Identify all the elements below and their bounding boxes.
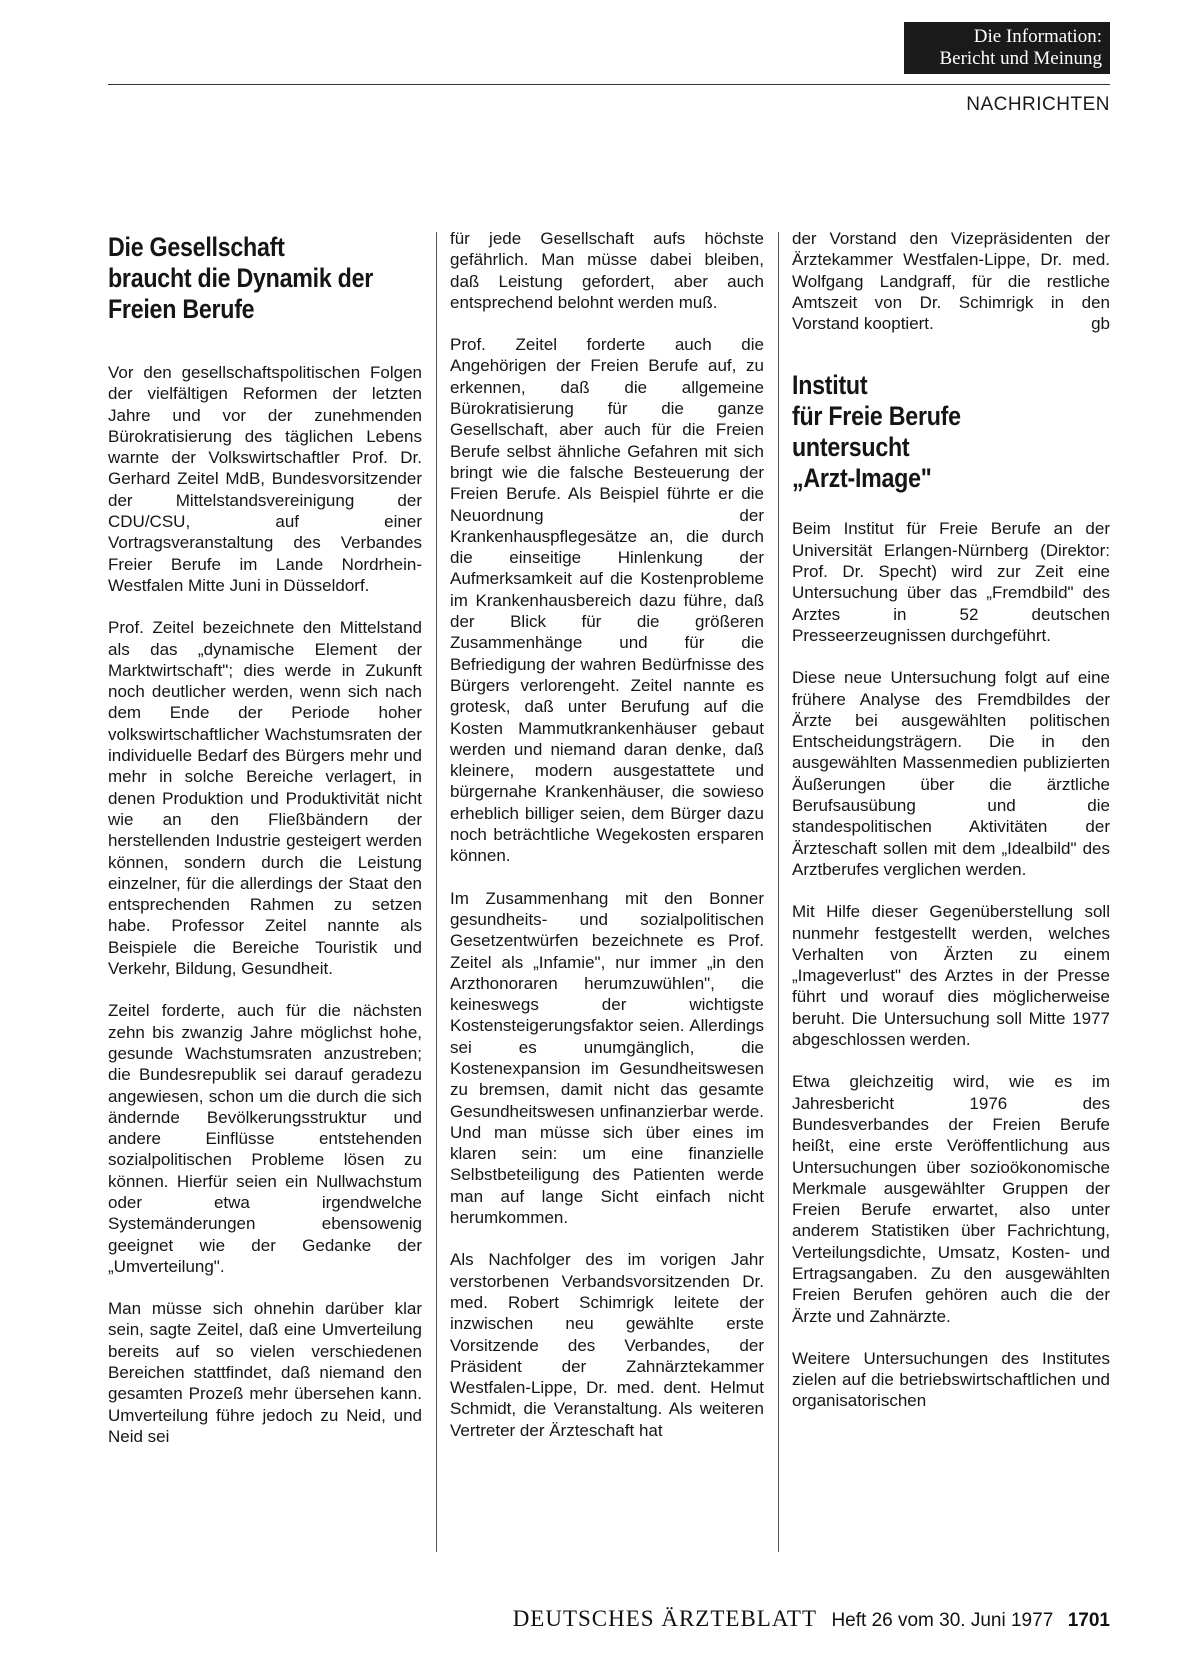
article-1-closing-text: der Vorstand den Vizepräsidenten der Ärztekammer Westfalen-Lippe, Dr. med. Wolfgang Landgraff, für die restliche Amtszeit von Dr. Schimrigk in den Vorstand kooptiert. [792,229,1110,334]
paragraph: Man müsse sich ohnehin darüber klar sein, sagte Zeitel, daß eine Umverteilung bereits auf so vielen verschiedenen Bereichen stattfindet, daß niemand den gesamten Prozeß mehr übersehen kann. Umverteilung führe jedoch zu Neid, und Neid sei [108,1299,422,1446]
paragraph: Im Zusammenhang mit den Bonner gesundheits- und sozialpolitischen Gesetzentwürfen bezeichnete es Prof. Zeitel als „Infamie", nur immer „in den Arzthonoraren herumzuwühlen", die keineswegs der wichtigste Kostensteigerungsfaktor seien. Allerdings sei es unumgänglich, die Kostenexpansion im Gesundheitswesen zu bremsen, damit nicht das gesamte Gesundheitswesen unfinanzierbar werde. Und man müsse sich über eines im klaren sein: um eine finanzielle Selbstbeteiligung des Patienten werde man auf lange Sicht einfach nicht herumkommen. [450,888,764,1228]
paragraph: Beim Institut für Freie Berufe an der Universität Erlangen-Nürnberg (Direktor: Prof. Dr. Specht) wird zur Zeit eine Untersuchung über das „Fremdbild" des Arztes in 52 deutschen Presseerzeugnissen durchgeführt. [792,519,1110,645]
column-3 [792,228,1110,1433]
paragraph [792,228,1110,334]
headline-line: „Arzt-Image" [792,463,932,494]
section-label: NACHRICHTEN [966,94,1110,115]
column-1 [108,228,422,1468]
headline-line: Die Gesellschaft [108,232,285,262]
paragraph: Weitere Untersuchungen des Institutes zielen auf die betriebswirtschaftlichen und organisatorischen [792,1348,1110,1411]
issue-info: Heft 26 vom 30. Juni 1977 [831,1610,1054,1631]
author-initials-text: gb [1091,314,1110,334]
column-divider-2 [778,232,779,1552]
article-1-headline [108,232,418,325]
headline-line: braucht die Dynamik der [108,263,374,293]
article-2-headline [792,370,1102,494]
journal-name: DEUTSCHES ÄRZTEBLATT [512,1606,817,1631]
paragraph: Vor den gesellschaftspolitischen Folgen der vielfältigen Reformen der letzten Jahre und vor der zunehmenden Bürokratisierung des täglichen Lebens warnte der Volkswirtschaftler Prof. Dr. Gerhard Zeitel MdB, Bundesvorsitzender der Mittelstandsvereinigung der CDU/CSU, auf einer Vortragsveranstaltung des Verbandes Freier Berufe im Lande Nordrhein-Westfalen Mitte Juni in Düsseldorf. [108,363,422,595]
paragraph: Zeitel forderte, auch für die nächsten zehn bis zwanzig Jahre möglichst hohe, gesunde Wachstumsraten anzustreben; die Bundesrepublik sei darauf geradezu angewiesen, schon um die durch die sich ändernde Bevölkerungsstruktur und andere Einflüsse entstehenden sozialpolitischen Probleme lösen zu können. Hierfür seien ein Nullwachstum oder etwa irgendwelche Systemänderungen ebensowenig geeignet wie der Gedanke der „Umverteilung". [108,1001,422,1276]
badge-line-2: Bericht und Meinung [939,48,1102,69]
paragraph: Mit Hilfe dieser Gegenüberstellung soll nunmehr festgestellt werden, welches Verhalten von Ärzten zu einem „Imageverlust" des Arztes in der Presse führt und worauf dies möglicherweise beruht. Die Untersuchung soll Mitte 1977 abgeschlossen werden. [792,902,1110,1050]
headline-line: Freien Berufe [108,294,255,324]
badge-line-1: Die Information: [973,26,1102,47]
paragraph: Als Nachfolger des im vorigen Jahr verstorbenen Verbandsvorsitzenden Dr. med. Robert Schimrigk leitete der inzwischen neu gewählte erste Vorsitzende des Verbandes, der Präsident der Zahnärztekammer Westfalen-Lippe, Dr. med. dent. Helmut Schmidt, die Veranstaltung. Als weiteren Vertreter der Ärzteschaft hat [450,1250,764,1440]
section-badge [904,22,1110,74]
headline-line: für Freie Berufe [792,401,961,432]
header-rule [108,84,1110,85]
headline-line: Institut [792,370,868,401]
paragraph: für jede Gesellschaft aufs höchste gefährlich. Man müsse dabei bleiben, daß Leistung gefordert, aber auch entsprechend belohnt werden muß. [450,229,764,312]
paragraph: Prof. Zeitel forderte auch die Angehörigen der Freien Berufe auf, zu erkennen, daß die allgemeine Bürokratisierung für die ganze Gesellschaft, aber auch für die Freien Berufe selbst ähnliche Gefahren mit sich bringt wie die falsche Besteuerung der Freien Berufe. Als Beispiel führte er die Neuordnung der Krankenhauspflegesätze an, die durch die einseitige Hinlenkung der Aufmerksamkeit auf die Kostenprobleme im Krankenhausbereich dazu führe, daß der Blick für die größeren Zusammenhänge und für die Befriedigung der wahren Bedürfnisse des Bürgers verlorengeht. Zeitel nannte es grotesk, daß unter Berufung auf die Kosten Mammutkrankenhäuser gebaut werden und niemand daran denke, daß kleinere, modern ausgestattete und bürgernahe Krankenhäuser, die sowieso erheblich billiger seien, dem Bürger dazu noch beträchtliche Wegekosten ersparen können. [450,335,764,866]
column-2 [450,228,764,1462]
headline-line: untersucht [792,432,910,463]
paragraph: Etwa gleichzeitig wird, wie es im Jahresbericht 1976 des Bundesverbandes der Freien Berufe heißt, eine erste Veröffentlichung aus Untersuchungen über sozioökonomische Merkmale ausgewählter Gruppen der Freien Berufe erwartet, also unter anderem Statistiken über Fachrichtung, Verteilungsdichte, Umsatz, Kosten- und Ertragsangaben. Zu den ausgewählten Freien Berufen gehören auch die der Ärzte und Zahnärzte. [792,1072,1110,1326]
paragraph: Prof. Zeitel bezeichnete den Mittelstand als das „dynamische Element der Marktwirtschaft"; dies werde in Zukunft noch deutlicher werden, wenn sich nach dem Ende der Periode hoher volkswirtschaftlicher Wachstumsraten der individuelle Bedarf des Bürgers mehr und mehr in solche Bereiche verlagert, in denen Produktion und Produktivität nicht wie an den Fließbändern der herstellenden Industrie gesteigert werden können, sondern durch die Leistung einzelner, für die allerdings der Staat den entsprechenden Rahmen zu setzen habe. Professor Zeitel nannte als Beispiele die Bereiche Touristik und Verkehr, Bildung, Gesundheit. [108,618,422,979]
page-number: 1701 [1067,1610,1110,1631]
page-footer [513,1606,1110,1632]
paragraph: Diese neue Untersuchung folgt auf eine frühere Analyse des Fremdbildes der Ärzte bei ausgewählten politischen Entscheidungsträgern. Die in den ausgewählten Massenmedien publizierten Äußerungen über die ärztliche Berufsausübung und die standespolitischen Aktivitäten der Ärzteschaft sollen mit dem „Idealbild" des Arztberufes verglichen werden. [792,668,1110,879]
column-divider-1 [436,232,437,1552]
